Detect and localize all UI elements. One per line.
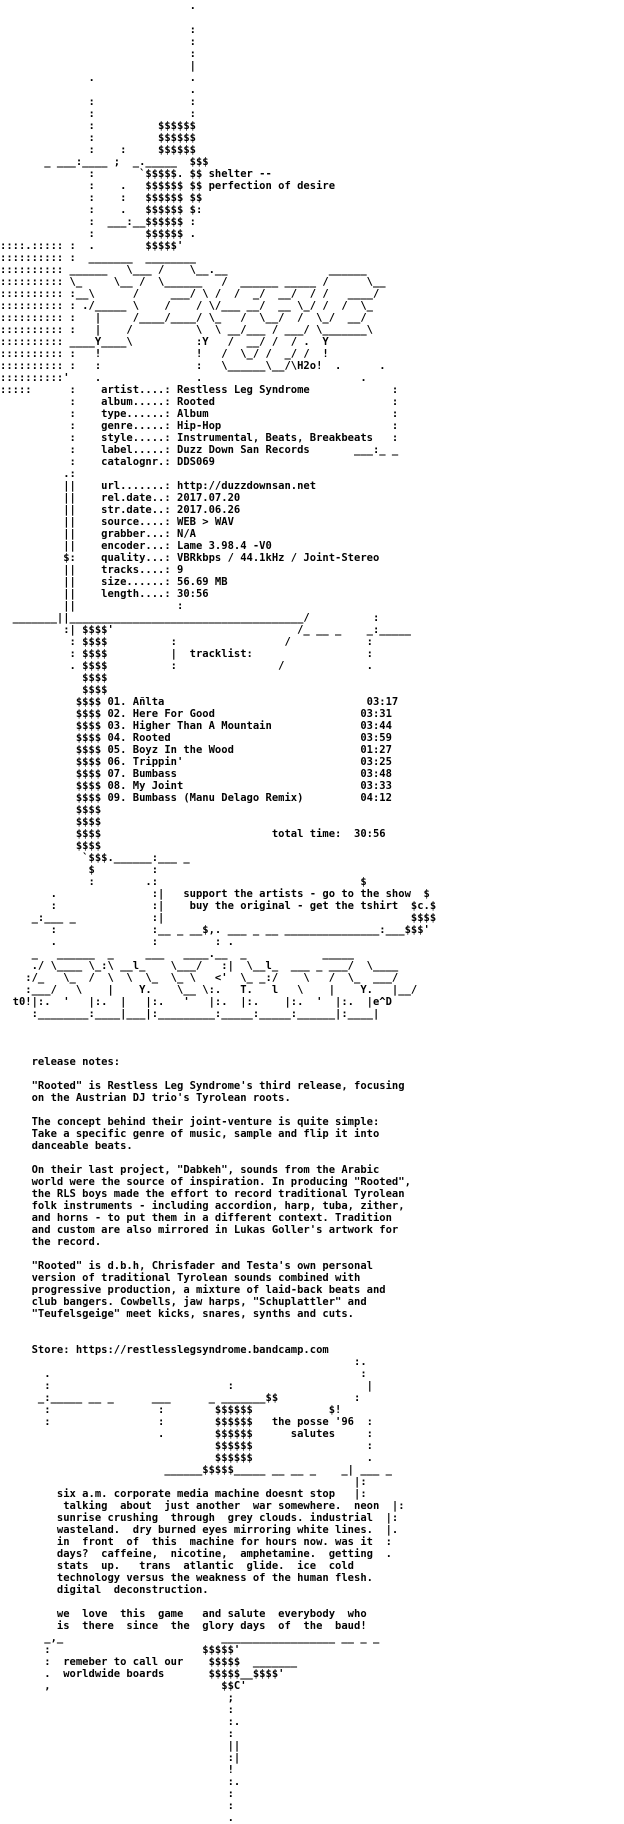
nfo-line: . — [0, 84, 196, 96]
nfo-line: $: quality...: VBRkbps / 44.1kHz / Joint-Stereo — [0, 552, 380, 564]
nfo-line: :::::::::: : : : \______\__/\H2o! . . — [0, 360, 386, 372]
nfo-line: : type......: Album : — [0, 408, 399, 420]
nfo-line: danceable beats. — [0, 1140, 133, 1152]
nfo-line: in front of this machine for hours now. was it : — [0, 1536, 392, 1548]
nfo-line: Store: https://restlesslegsyndrome.bandcamp.com — [0, 1344, 329, 1356]
nfo-line: :________:____|___|:_________:_____:_____:______|:____| — [0, 1008, 380, 1020]
nfo-line: :::::::::: : | / \ \ __/___ / ___/ \_______\ — [0, 324, 373, 336]
nfo-line — [0, 1596, 624, 1608]
nfo-line: : : — [0, 96, 196, 108]
nfo-line: . — [0, 0, 196, 12]
nfo-line: || : — [0, 600, 184, 612]
nfo-line: :___/ \ | Y. \__ \:. T. l \ | Y. |__/ — [0, 984, 418, 996]
nfo-line: | — [0, 60, 196, 72]
nfo-line: : — [0, 1788, 234, 1800]
nfo-line: :. — [0, 1716, 241, 1728]
nfo-line: : $$$$ : / : — [0, 636, 373, 648]
nfo-line: : label.....: Duzz Down San Records ___:_ _ — [0, 444, 399, 456]
nfo-line: $$$$ — [0, 840, 102, 852]
nfo-line: is there since the glory days of the baud! — [0, 1620, 367, 1632]
nfo-line: $$$$$$ . — [0, 1452, 373, 1464]
nfo-line: : ___:__$$$$$$ : — [0, 216, 196, 228]
nfo-line: : $$$$$$ . — [0, 228, 196, 240]
nfo-line: $$$$ 07. Bumbass 03:48 — [0, 768, 392, 780]
nfo-line: ::::.::::: : . $$$$$' — [0, 240, 184, 252]
nfo-line: stats up. trans atlantic glide. ice cold — [0, 1560, 355, 1572]
nfo-line — [0, 1068, 624, 1080]
nfo-line: ::::: : artist....: Restless Leg Syndrome : — [0, 384, 399, 396]
nfo-line: . $$$$ : / . — [0, 660, 373, 672]
nfo-line: || — [0, 1740, 241, 1752]
nfo-line: `$$$.______:___ _ — [0, 852, 190, 864]
nfo-line: : : $$$$$$ the posse '96 : — [0, 1416, 373, 1428]
nfo-line — [0, 1044, 624, 1056]
nfo-line — [0, 1332, 624, 1344]
nfo-line: $$$$ 09. Bumbass (Manu Delago Remix) 04:12 — [0, 792, 392, 804]
nfo-line: : — [0, 48, 196, 60]
nfo-line: _ ______ _ ___ ____.__ _ _____ — [0, 948, 355, 960]
nfo-line: $$$$ — [0, 816, 102, 828]
nfo-line: the RLS boys made the effort to record traditional Tyrolean — [0, 1188, 405, 1200]
nfo-line: version of traditional Tyrolean sounds combined with — [0, 1272, 361, 1284]
nfo-line — [0, 1320, 624, 1332]
nfo-line: _:_____ __ _ ___ _ _______$$ : — [0, 1392, 361, 1404]
nfo-line: : remeber to call our $$$$$ _______ — [0, 1656, 298, 1668]
nfo-line: "Rooted" is d.b.h, Chrisfader and Testa's own personal — [0, 1260, 373, 1272]
nfo-line: "Rooted" is Restless Leg Syndrome's third release, focusing — [0, 1080, 405, 1092]
nfo-line: :::::::::: : ! ! / \_/ / _/ / ! — [0, 348, 329, 360]
nfo-line: :. — [0, 1776, 241, 1788]
nfo-line: . :| support the artists - go to the show $ — [0, 888, 430, 900]
nfo-line: . $$$$$$ salutes : — [0, 1428, 373, 1440]
nfo-line: || url.......: http://duzzdownsan.net — [0, 480, 317, 492]
nfo-line: release notes: — [0, 1056, 121, 1068]
nfo-line: we love this game and salute everybody who — [0, 1608, 367, 1620]
nfo-line: : genre.....: Hip-Hop : — [0, 420, 399, 432]
nfo-line: _:___ _ :| $$$$ — [0, 912, 437, 924]
nfo-line: .: — [0, 468, 76, 480]
nfo-line: digital deconstruction. — [0, 1584, 209, 1596]
nfo-line: and horns - to put them in a different context. Tradition — [0, 1212, 392, 1224]
nfo-line — [0, 1020, 624, 1032]
nfo-line: :/_ \_ / \ \ \_ \_ \ <' \_ _:/ \ / \_ ___/ — [0, 972, 399, 984]
nfo-line: . : : . — [0, 936, 234, 948]
nfo-line: : : — [0, 108, 196, 120]
nfo-line: : album.....: Rooted : — [0, 396, 399, 408]
nfo-line: ! — [0, 1764, 234, 1776]
nfo-line: : $$$$$' — [0, 1644, 241, 1656]
nfo-line: :::::::::: ______ \___ / \__.__ ______ — [0, 264, 367, 276]
nfo-line: folk instruments - including accordion, harp, tuba, zither, — [0, 1200, 405, 1212]
nfo-line: six a.m. corporate media machine doesnt stop |: — [0, 1488, 367, 1500]
nfo-line: : style.....: Instrumental, Beats, Breakbeats : — [0, 432, 399, 444]
nfo-line: : : $$$$$$ — [0, 144, 196, 156]
nfo-line: :::::::::: :__\ / ___/ \ / / _/ __/ / / ____/ — [0, 288, 380, 300]
nfo-line: ::::::::::' . . . — [0, 372, 367, 384]
nfo-line — [0, 12, 624, 24]
nfo-line: ; — [0, 1692, 234, 1704]
nfo-line — [0, 1248, 624, 1260]
nfo-line: club bangers. Cowbells, jaw harps, "Schuplattler" and — [0, 1296, 367, 1308]
nfo-line: . worldwide boards $$$$$__$$$$' — [0, 1668, 285, 1680]
nfo-line: , $$C' — [0, 1680, 247, 1692]
nfo-line: : `$$$$$. $$ shelter -- — [0, 168, 272, 180]
nfo-line: and custom are also mirrored in Lukas Goller's artwork for — [0, 1224, 399, 1236]
nfo-line: || source....: WEB > WAV — [0, 516, 234, 528]
nfo-line: On their last project, "Dabkeh", sounds from the Arabic — [0, 1164, 380, 1176]
nfo-line: $$$$ 06. Trippin' 03:25 — [0, 756, 392, 768]
nfo-line: progressive production, a mixture of laid-back beats and — [0, 1284, 386, 1296]
nfo-line: $ : — [0, 864, 159, 876]
nfo-line — [0, 1104, 624, 1116]
nfo-line: || rel.date..: 2017.07.20 — [0, 492, 241, 504]
nfo-line: days? caffeine, nicotine, amphetamine. getting . — [0, 1548, 392, 1560]
nfo-line: : $$$$ | tracklist: : — [0, 648, 373, 660]
nfo-line: $$$$ 02. Here For Good 03:31 — [0, 708, 392, 720]
nfo-line: t0!|:. ' |:. | |:. ' |:. |:. |:. ' |:. |e^D — [0, 996, 392, 1008]
nfo-line: |: — [0, 1476, 367, 1488]
nfo-line: || size......: 56.69 MB — [0, 576, 228, 588]
nfo-line: world were the source of inspiration. In producing "Rooted", — [0, 1176, 411, 1188]
nfo-line: $$$$ 08. My Joint 03:33 — [0, 780, 392, 792]
nfo-line: || encoder...: Lame 3.98.4 -V0 — [0, 540, 272, 552]
nfo-line: sunrise crushing through grey clouds. industrial |: — [0, 1512, 399, 1524]
nfo-line: : — [0, 36, 196, 48]
nfo-line: . . — [0, 72, 196, 84]
nfo-line: : :| buy the original - get the tshirt $c.$ — [0, 900, 437, 912]
nfo-line: : . $$$$$$ $: — [0, 204, 203, 216]
nfo-line: $$$$ total time: 30:56 — [0, 828, 386, 840]
nfo-line: _,_ __________________ __ _ _ — [0, 1632, 380, 1644]
nfo-line: : — [0, 1728, 234, 1740]
nfo-line: on the Austrian DJ trio's Tyrolean roots. — [0, 1092, 291, 1104]
nfo-line: : :__ _ __$,. ___ _ __ _______________:___$$$' — [0, 924, 430, 936]
nfo-line: talking about just another war somewhere. neon |: — [0, 1500, 405, 1512]
nfo-line: :::::::::: ____Y____\ :Y / __/ / / . Y — [0, 336, 329, 348]
nfo-line: : — [0, 24, 196, 36]
nfo-line: $$$$ 04. Rooted 03:59 — [0, 732, 392, 744]
nfo-line: :| — [0, 1752, 241, 1764]
nfo-line: $$$$ — [0, 684, 108, 696]
nfo-line: :::::::::: : _______ ________ — [0, 252, 196, 264]
nfo-line: : : $$$$$$ $! — [0, 1404, 342, 1416]
nfo-line — [0, 1152, 624, 1164]
nfo-line: : $$$$$$ — [0, 132, 196, 144]
nfo-line: "Teufelsgeige" meet kicks, snares, synths and cuts. — [0, 1308, 355, 1320]
nfo-line: $$$$ 05. Boyz In the Wood 01:27 — [0, 744, 392, 756]
nfo-line: . — [0, 1812, 234, 1824]
nfo-line: $$$$ — [0, 672, 108, 684]
nfo-line: :::::::::: : | /____/____/ \_ / \__/ / \_/ __/ — [0, 312, 367, 324]
nfo-line: The concept behind their joint-venture is quite simple: — [0, 1116, 380, 1128]
nfo-line: : . $$$$$$ $$ perfection of desire — [0, 180, 336, 192]
nfo-line: :. — [0, 1356, 367, 1368]
nfo-line: : : $$$$$$ $$ — [0, 192, 203, 204]
nfo-line: : — [0, 1800, 234, 1812]
nfo-line: : .: $ — [0, 876, 367, 888]
nfo-line: ______$$$$$_____ __ __ _ _| ___ _ — [0, 1464, 392, 1476]
nfo-line: _______||_____________________________________/ : — [0, 612, 380, 624]
nfo-line: $$$$ 03. Higher Than A Mountain 03:44 — [0, 720, 392, 732]
nfo-line: . : — [0, 1368, 367, 1380]
nfo-line: : $$$$$$ — [0, 120, 196, 132]
nfo-line: $$$$ — [0, 804, 102, 816]
nfo-line: $$$$ 01. Añlta 03:17 — [0, 696, 399, 708]
nfo-line: Take a specific genre of music, sample and flip it into — [0, 1128, 380, 1140]
nfo-line: || str.date..: 2017.06.26 — [0, 504, 241, 516]
nfo-line: ./ \____ \_:\ __l_ \___/ :| \__l_ ___ _ ___/ \____ — [0, 960, 399, 972]
nfo-line: $$$$$$ : — [0, 1440, 373, 1452]
nfo-line: wasteland. dry burned eyes mirroring white lines. |. — [0, 1524, 399, 1536]
nfo-line: the record. — [0, 1236, 102, 1248]
nfo-line: || grabber...: N/A — [0, 528, 196, 540]
nfo-line: technology versus the weakness of the human flesh. — [0, 1572, 373, 1584]
nfo-line: :::::::::: : ./_____ \ / / \/___ __/ __ \_/ / / \_ — [0, 300, 373, 312]
nfo-line — [0, 1032, 624, 1044]
nfo-line: _ ___:____ ; _._____ $$$ — [0, 156, 209, 168]
nfo-line: || length....: 30:56 — [0, 588, 209, 600]
nfo-line: :::::::::: \_ \__ / \______ / ______ _____ / \__ — [0, 276, 386, 288]
nfo-line: : : | — [0, 1380, 373, 1392]
nfo-line: : — [0, 1704, 234, 1716]
nfo-line: :| $$$$' /_ __ _ _:_____ — [0, 624, 411, 636]
nfo-line: || tracks....: 9 — [0, 564, 184, 576]
nfo-line: : catalognr.: DDS069 — [0, 456, 215, 468]
